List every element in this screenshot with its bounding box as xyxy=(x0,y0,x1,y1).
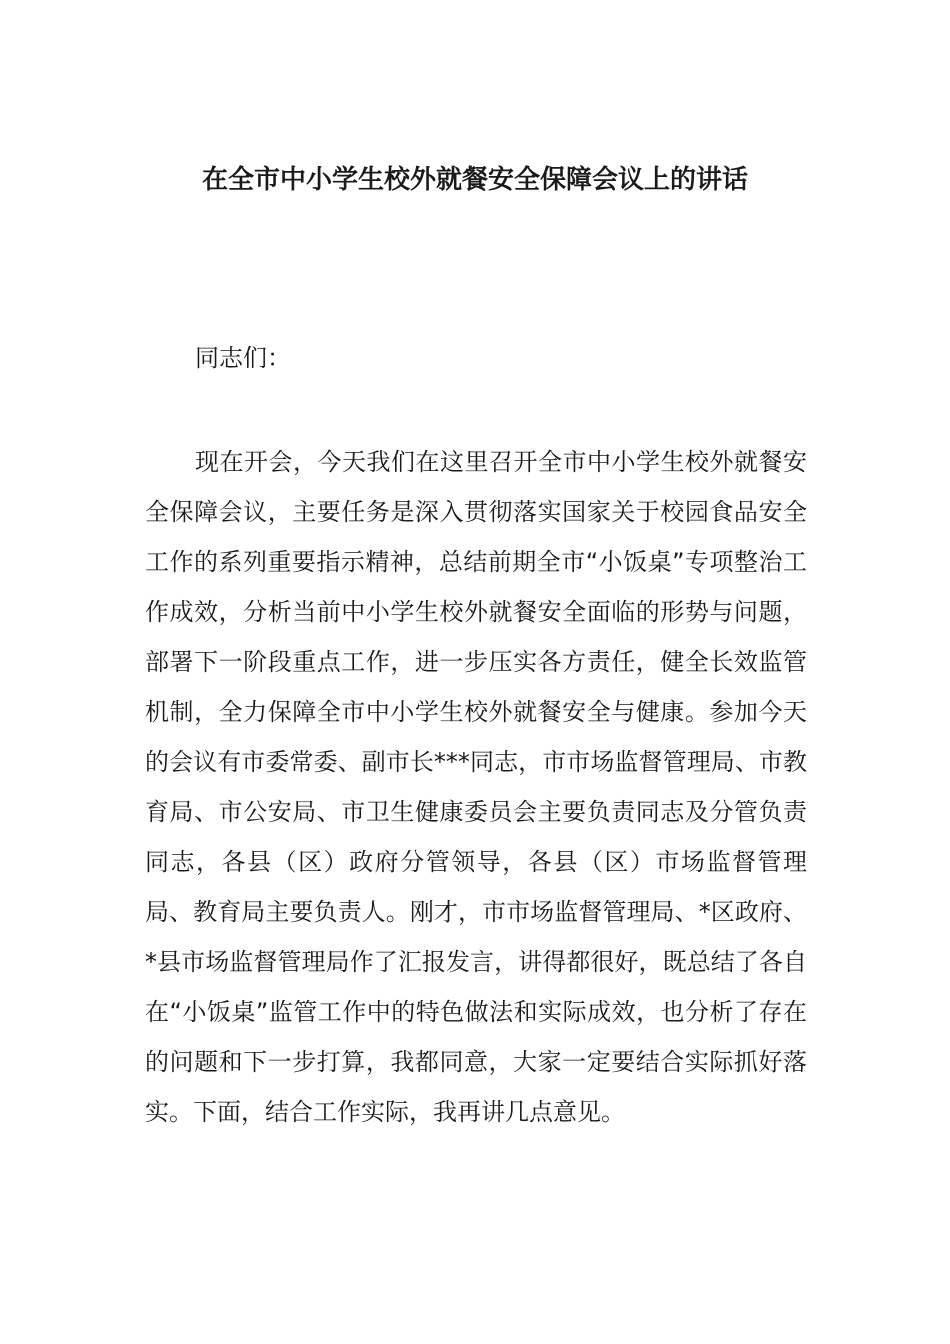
document-title: 在全市中小学生校外就餐安全保障会议上的讲话 xyxy=(201,165,748,195)
body-paragraph: 现在开会，今天我们在这里召开全市中小学生校外就餐安全保障会议，主要任务是深入贯彻落实国家关于校园食品安全工作的系列重要指示精神，总结前期全市“小饭桌”专项整治工作成效，分析当前中小学生校外就餐安全面临的形势与问题，部署下一阶段重点工作，进一步压实各方责任，健全长效监管机制，全力保障全市中小学生校外就餐安全与健康。参加今天的会议有市委常委、副市长***同志，市市场监督管理局、市教育局、市公安局、市卫生健康委员会主要负责同志及分管负责同志，各县（区）政府分管领导，各县（区）市场监督管理局、教育局主要负责人。刚才，市市场监督管理局、*区政府、*县市场监督管理局作了汇报发言，讲得都很好，既总结了各自在“小饭桌”监管工作中的特色做法和实际成效，也分析了存在的问题和下一步打算，我都同意，大家一定要结合实际抓好落实。下面，结合工作实际，我再讲几点意见。 xyxy=(145,448,807,1126)
salutation: 同志们： xyxy=(195,344,291,372)
